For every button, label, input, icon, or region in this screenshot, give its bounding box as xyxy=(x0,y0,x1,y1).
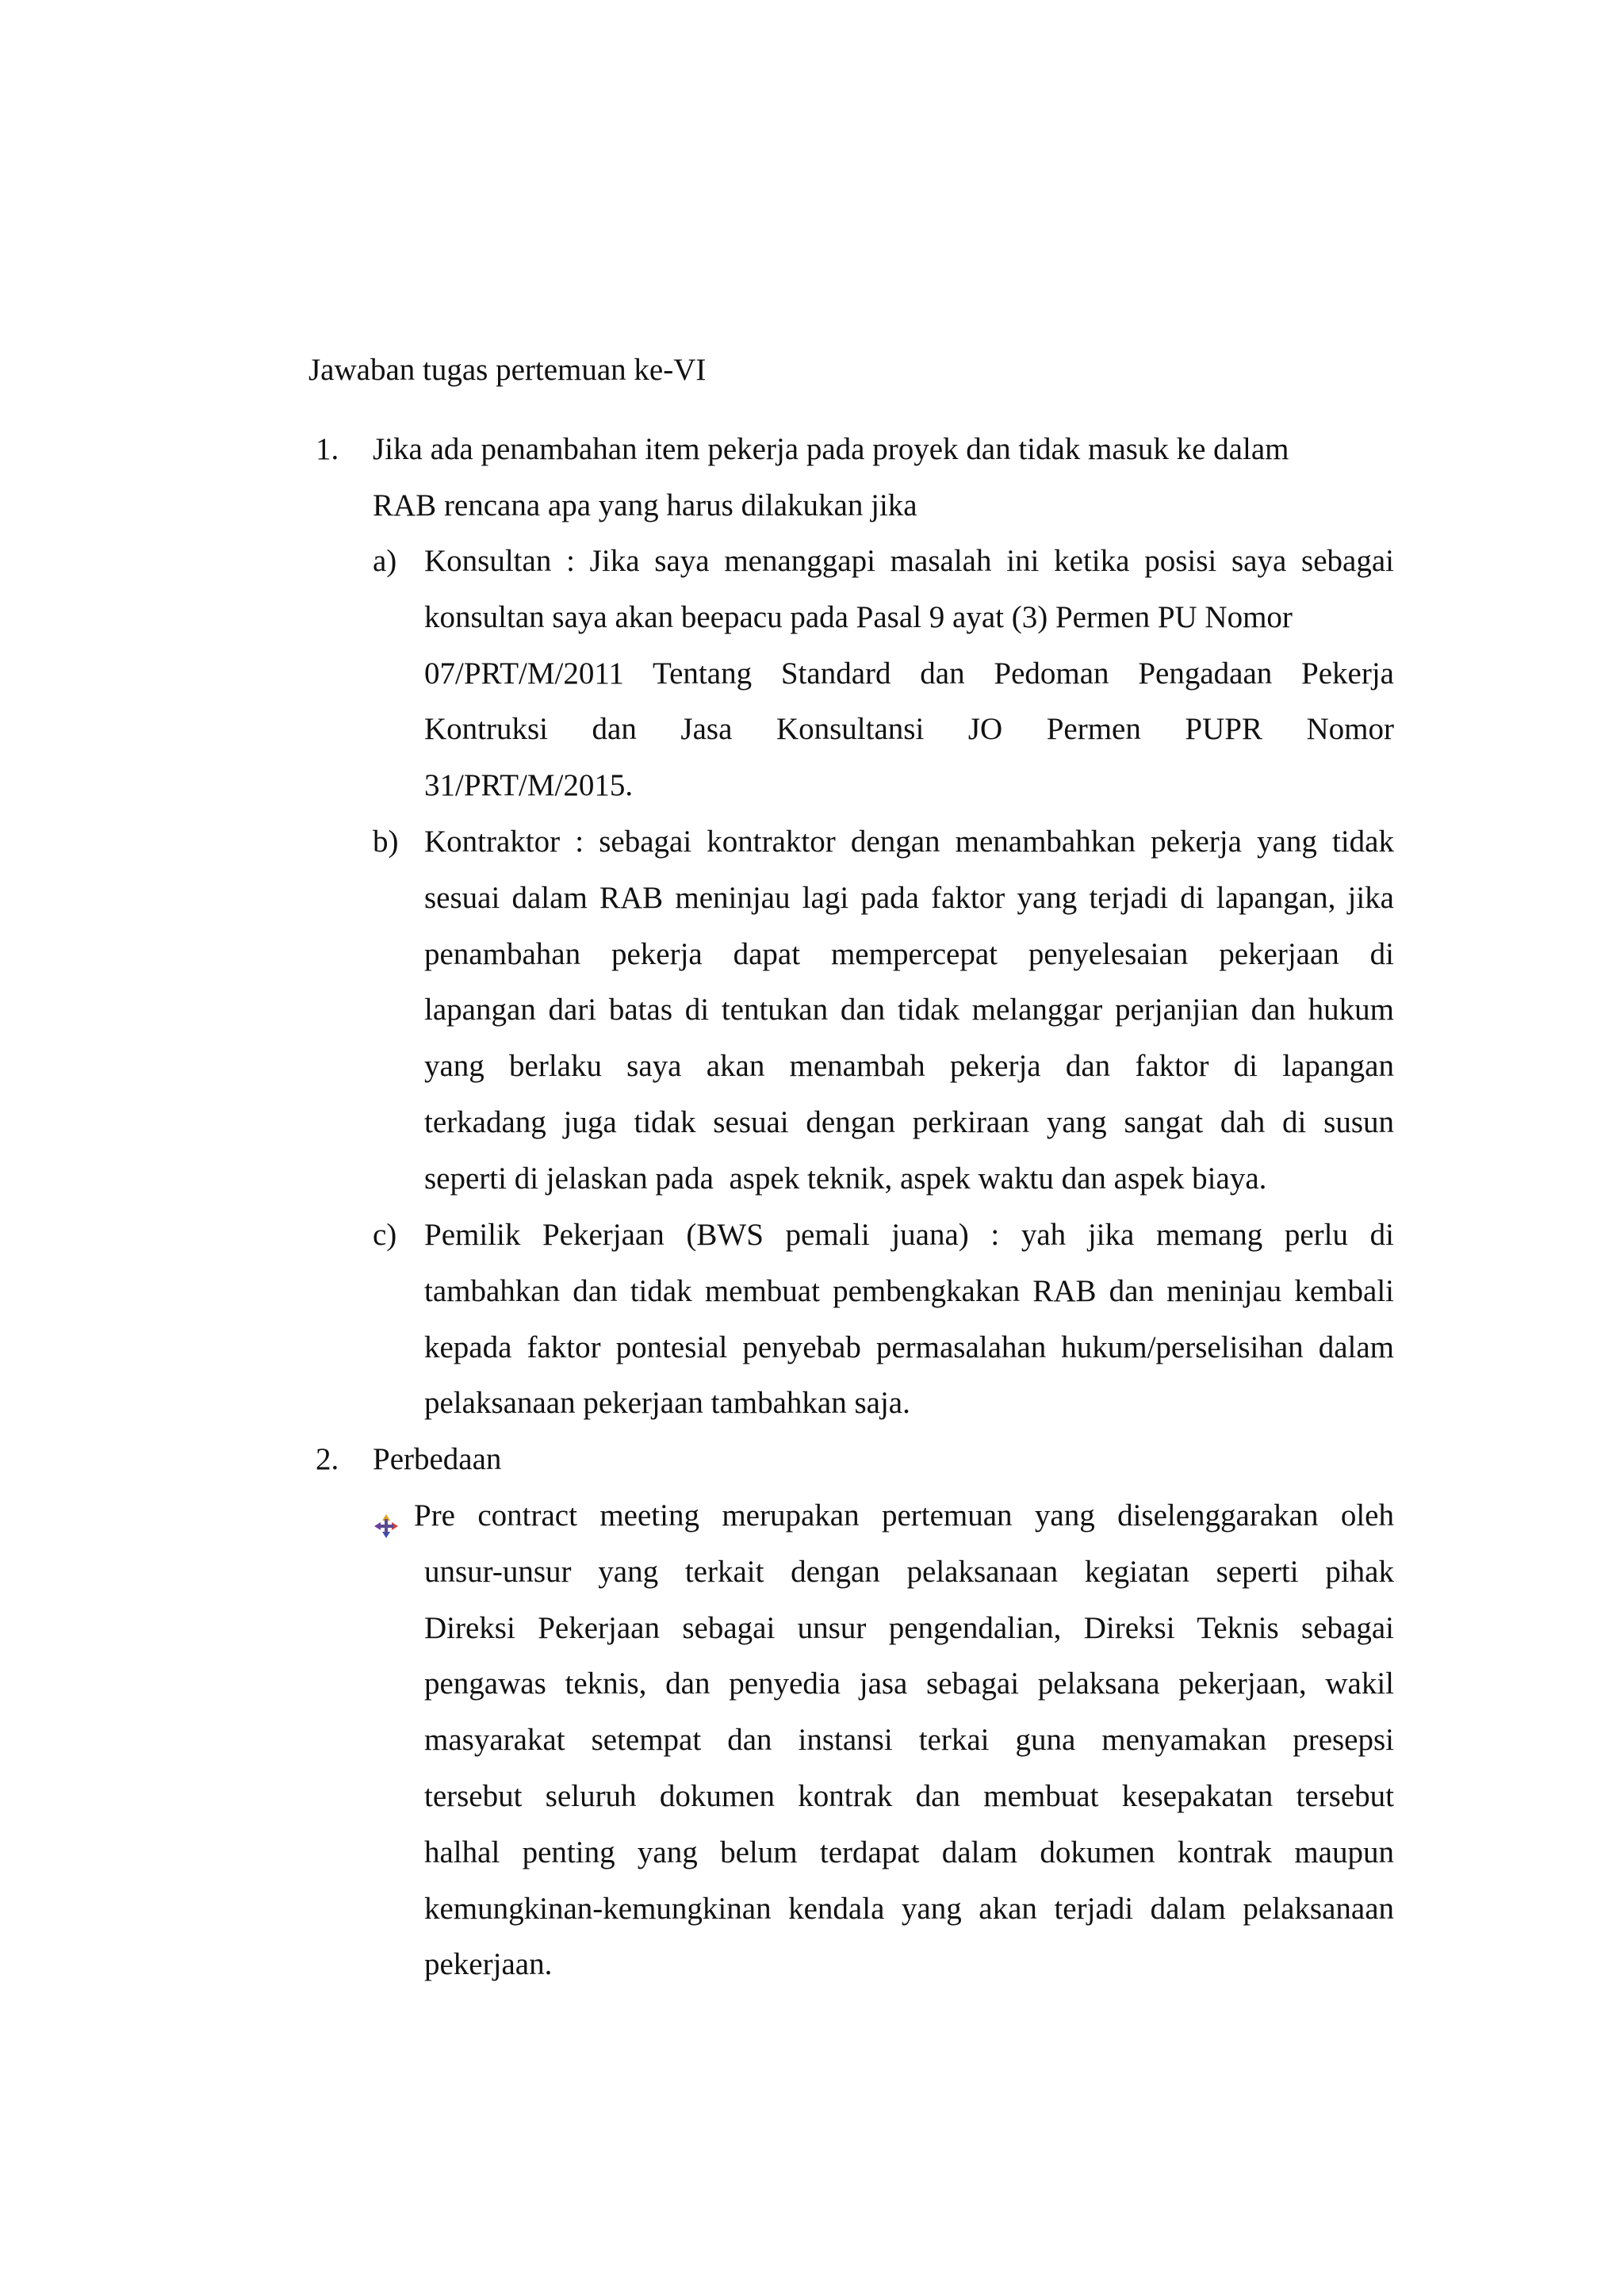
subitem-line: sesuai dalam RAB meninjau lagi pada faktor yang terjadi di lapangan, jika xyxy=(424,880,1394,915)
subitem-line: 31/PRT/M/2015. xyxy=(424,768,634,803)
bullet-line: pekerjaan. xyxy=(424,1947,553,1982)
subitem-text xyxy=(424,814,1394,1207)
bullet-line: tersebut seluruh dokumen kontrak dan membuat kesepakatan tersebut xyxy=(424,1778,1394,1813)
question-text xyxy=(373,422,1394,534)
four-arrow-bullet-icon xyxy=(373,1502,400,1529)
subitem-line: lapangan dari batas di tentukan dan tidak melanggar perjanjian dan hukum xyxy=(424,993,1394,1027)
list-number: 2. xyxy=(316,1442,339,1476)
document-title: Jawaban tugas pertemuan ke-VI xyxy=(308,353,707,387)
bullet-paragraph xyxy=(373,1488,1394,1996)
list-number: 1. xyxy=(316,432,339,466)
bullet-line: Direksi Pekerjaan sebagai unsur pengendalian, Direksi Teknis sebagai xyxy=(424,1610,1394,1645)
bullet-line: pengawas teknis, dan penyedia jasa sebagai pelaksana pekerjaan, wakil xyxy=(424,1667,1394,1701)
question-line: Jika ada penambahan item pekerja pada proyek dan tidak masuk ke dalam xyxy=(373,432,1289,466)
subitem-line: Pemilik Pekerjaan (BWS pemali juana) : yah jika memang perlu di xyxy=(424,1218,1394,1252)
section-heading: Perbedaan xyxy=(373,1442,502,1476)
subitem-text xyxy=(424,1207,1394,1432)
subitem-line: Kontraktor : sebagai kontraktor dengan menambahkan pekerja yang tidak xyxy=(424,825,1394,859)
bullet-line: kemungkinan-kemungkinan kendala yang akan terjadi dalam pelaksanaan xyxy=(424,1891,1394,1926)
subitem-label: c) xyxy=(373,1218,397,1252)
subitem-label: a) xyxy=(373,544,397,578)
bullet-line: halhal penting yang belum terdapat dalam dokumen kontrak maupun xyxy=(424,1835,1394,1869)
subitem-line: konsultan saya akan beepacu pada Pasal 9 ayat (3) Permen PU Nomor xyxy=(424,599,1293,634)
subitem-line: seperti di jelaskan pada aspek teknik, aspek waktu dan aspek biaya. xyxy=(424,1161,1267,1196)
bullet-line: unsur-unsur yang terkait dengan pelaksanaan kegiatan seperti pihak xyxy=(424,1554,1394,1589)
subitem-line: penambahan pekerja dapat mempercepat penyelesaian pekerjaan di xyxy=(424,936,1394,971)
subitem-line: Kontruksi dan Jasa Konsultansi JO Permen PUPR Nomor xyxy=(424,712,1394,747)
bullet-line: masyarakat setempat dan instansi terkai guna menyamakan presepsi xyxy=(424,1723,1394,1758)
subitem-line: kepada faktor pontesial penyebab permasalahan hukum/perselisihan dalam xyxy=(424,1330,1394,1364)
question-line: RAB rencana apa yang harus dilakukan jika xyxy=(373,488,917,522)
subitem-line: terkadang juga tidak sesuai dengan perkiraan yang sangat dah di susun xyxy=(424,1104,1394,1139)
subitem-line: pelaksanaan pekerjaan tambahkan saja. xyxy=(424,1386,910,1421)
subitem-line: yang berlaku saya akan menambah pekerja dan faktor di lapangan xyxy=(424,1049,1394,1084)
bullet-line: Pre contract meeting merupakan pertemuan yang diselenggarakan oleh xyxy=(414,1498,1394,1533)
subitem-line: Konsultan : Jika saya menanggapi masalah ini ketika posisi saya sebagai xyxy=(424,544,1394,578)
subitem-text xyxy=(424,534,1394,814)
subitem-label: b) xyxy=(373,825,399,859)
subitem-line: tambahkan dan tidak membuat pembengkakan RAB dan meninjau kembali xyxy=(424,1273,1394,1308)
subitem-line: 07/PRT/M/2011 Tentang Standard dan Pedoman Pengadaan Pekerja xyxy=(424,656,1394,691)
